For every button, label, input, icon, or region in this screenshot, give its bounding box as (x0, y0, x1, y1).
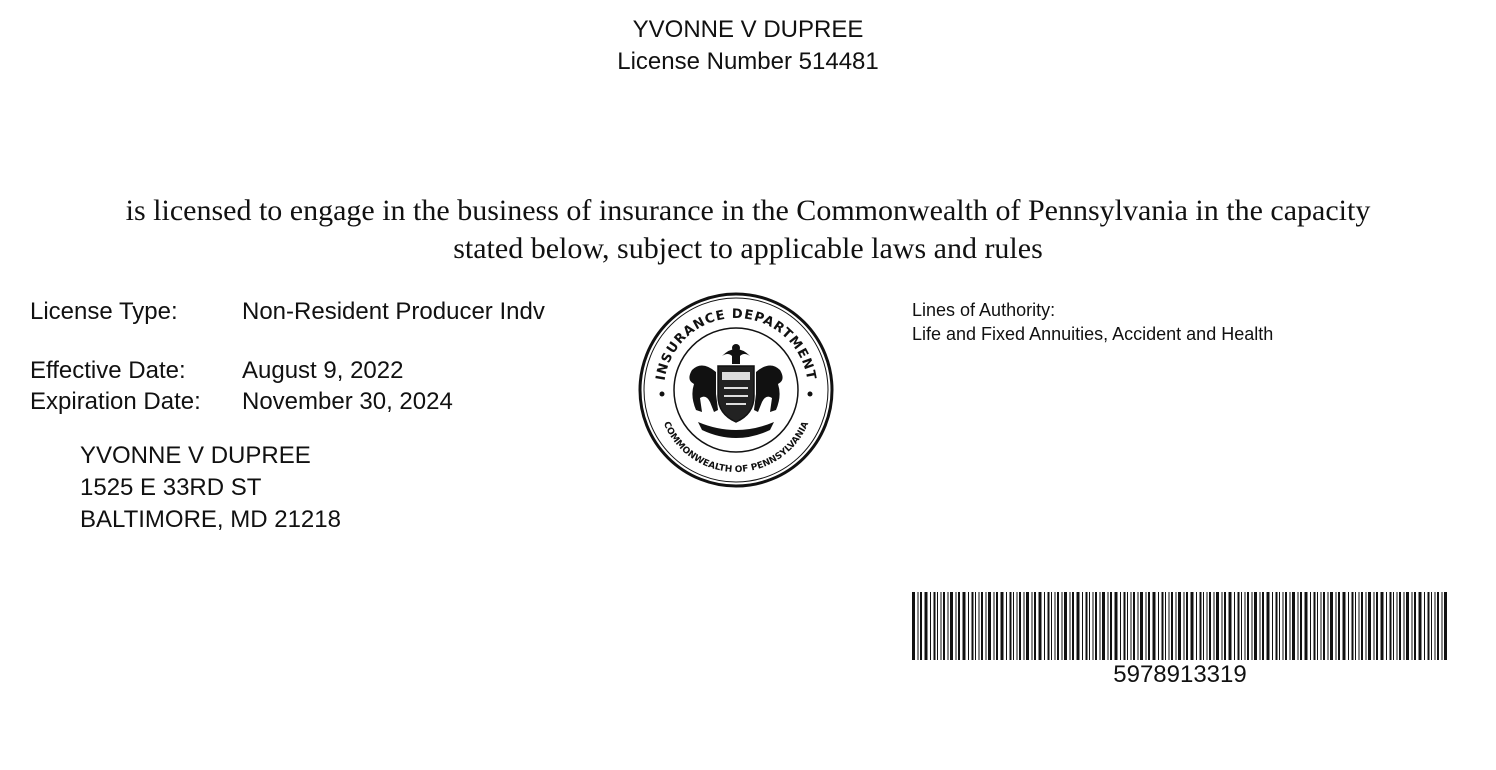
barcode-bar (1100, 592, 1101, 660)
barcode-number: 5978913319 (1113, 661, 1247, 688)
barcode-bar (1348, 592, 1349, 660)
barcode-bar (1131, 592, 1132, 660)
barcode-bar (950, 592, 953, 660)
license-type-value: Non-Resident Producer Indv (242, 298, 545, 325)
barcode-bar (979, 592, 980, 660)
barcode-bar (1283, 592, 1284, 660)
barcode-bar (1186, 592, 1188, 660)
barcode-bar (1338, 592, 1340, 660)
barcode-bar (1229, 592, 1232, 660)
lines-of-authority (912, 298, 1273, 346)
barcode-bar (996, 592, 998, 660)
barcode-bar (1013, 592, 1014, 660)
barcode-bar (1086, 592, 1088, 660)
barcode-bar (1222, 592, 1223, 660)
barcode-bar (1089, 592, 1090, 660)
barcode-bar (1001, 592, 1004, 660)
seal-top-text: INSURANCE DEPARTMENT (653, 306, 819, 382)
barcode-bar (1300, 592, 1302, 660)
license-type-label: License Type: (30, 298, 178, 325)
barcode-bar (1431, 592, 1432, 660)
barcode-bar (1162, 592, 1164, 660)
barcode-bar (972, 592, 974, 660)
statement-line-1: is licensed to engage in the business of insurance in the Commonwealth of Pennsylvania in the capacity (125, 194, 1371, 227)
barcode-bar (1366, 592, 1367, 660)
barcode-bar (1254, 592, 1257, 660)
address-street: 1525 E 33RD ST (80, 474, 262, 501)
lines-of-authority-label: Lines of Authority: (912, 300, 1056, 320)
barcode-bar (1064, 592, 1067, 660)
barcode-bar (1343, 592, 1346, 660)
barcode-bar (1374, 592, 1375, 660)
barcode-bar (1039, 592, 1042, 660)
barcode-bar (918, 592, 919, 660)
barcode-bar (941, 592, 942, 660)
barcode-bar (1203, 592, 1204, 660)
barcode-bar (1368, 592, 1371, 660)
barcode-bar (1252, 592, 1253, 660)
barcode-bar (1310, 592, 1311, 660)
barcode-bar (925, 592, 928, 660)
barcode-bar (1108, 592, 1109, 660)
barcode-bar (1399, 592, 1401, 660)
mailing-address (80, 440, 341, 536)
barcode-bar (994, 592, 995, 660)
barcode-bar (1095, 592, 1097, 660)
seal-bottom-text: COMMONWEALTH OF PENNSYLVANIA (660, 420, 812, 476)
barcode-bar (1419, 592, 1422, 660)
barcode-bar (956, 592, 957, 660)
barcode-bar (1359, 592, 1360, 660)
barcode-bar (1214, 592, 1215, 660)
barcode-bar (1006, 592, 1007, 660)
barcode-bar (1062, 592, 1063, 660)
barcode-bar (1051, 592, 1052, 660)
effective-date-value: August 9, 2022 (242, 357, 404, 384)
barcode-bar (1442, 592, 1443, 660)
barcode-bar (1148, 592, 1150, 660)
barcode-bar (1019, 592, 1021, 660)
barcode-bar (1361, 592, 1363, 660)
barcode-bar (1317, 592, 1318, 660)
barcode-bar (1336, 592, 1337, 660)
barcode-bar (1355, 592, 1356, 660)
barcode-bar (1216, 592, 1219, 660)
barcode-bar (1414, 592, 1416, 660)
barcode-bar (1262, 592, 1264, 660)
barcode-bar (1178, 592, 1181, 660)
barcode-bar (1404, 592, 1405, 660)
barcode-bar (1138, 592, 1139, 660)
barcode-bar (1140, 592, 1143, 660)
barcode-bar (1428, 592, 1430, 660)
barcode-bar (1171, 592, 1173, 660)
barcode-bar (1276, 592, 1278, 660)
expiration-date-value: November 30, 2024 (242, 388, 453, 415)
barcode-bar (1323, 592, 1325, 660)
barcode-bar (1124, 592, 1126, 660)
barcode-bar (1034, 592, 1036, 660)
barcode-bar (1102, 592, 1105, 660)
effective-date-label: Effective Date: (30, 357, 186, 384)
barcode-bar (1024, 592, 1025, 660)
barcode-bar (1070, 592, 1071, 660)
licensee-name: YVONNE V DUPREE (632, 16, 864, 43)
barcode-bar (963, 592, 966, 660)
barcode-bar (1158, 592, 1159, 660)
barcode-bar (1412, 592, 1413, 660)
barcode-bar (1245, 592, 1246, 660)
svg-text:COMMONWEALTH OF PENNSYLVANIA (661, 420, 811, 475)
barcode-bar (912, 592, 915, 660)
barcode-bar (1048, 592, 1050, 660)
barcode-bar (1120, 592, 1121, 660)
pennsylvania-seal-icon (636, 290, 836, 490)
barcode-bar (1241, 592, 1242, 660)
barcode-bar (943, 592, 945, 660)
barcode-bar (1032, 592, 1033, 660)
barcode-bar (1292, 592, 1295, 660)
barcode-bar (1200, 592, 1202, 660)
barcode-bar (930, 592, 931, 660)
barcode-bar (1110, 592, 1112, 660)
barcode-bar (1127, 592, 1128, 660)
license-statement (20, 192, 1476, 268)
barcode-bar (1305, 592, 1308, 660)
barcode-bar (937, 592, 938, 660)
barcode-bar (1044, 592, 1045, 660)
address-name: YVONNE V DUPREE (80, 442, 311, 469)
barcode-bar (1435, 592, 1436, 660)
barcode-bar (1328, 592, 1329, 660)
barcode-bar (1146, 592, 1147, 660)
barcode-bar (1165, 592, 1166, 660)
barcode-bar (1267, 592, 1270, 660)
barcode-bar (1169, 592, 1170, 660)
barcode-bar (1352, 592, 1354, 660)
barcode-bar (1093, 592, 1094, 660)
barcode-bar (1207, 592, 1208, 660)
barcode-bar (1010, 592, 1012, 660)
barcode-bar (1376, 592, 1378, 660)
barcode-icon (912, 592, 1448, 660)
barcode-bar (975, 592, 976, 660)
barcode-bar (1444, 592, 1447, 660)
barcode-bar (1260, 592, 1261, 660)
barcode-bar (1057, 592, 1059, 660)
barcode-bar (1184, 592, 1185, 660)
barcode-bar (1330, 592, 1333, 660)
barcode-bar (1224, 592, 1226, 660)
expiration-date-label: Expiration Date: (30, 388, 201, 415)
barcode-bar (1133, 592, 1135, 660)
barcode-bar (1437, 592, 1439, 660)
barcode-bar (981, 592, 983, 660)
barcode-bar (1153, 592, 1156, 660)
barcode-bar (1381, 592, 1384, 660)
barcode-bar (920, 592, 922, 660)
barcode-bar (1406, 592, 1409, 660)
barcode-bar (1424, 592, 1425, 660)
barcode-bar (1115, 592, 1118, 660)
certificate-header (0, 14, 1496, 78)
barcode-bar (1017, 592, 1018, 660)
barcode-bar (1209, 592, 1211, 660)
barcode-bar (988, 592, 991, 660)
barcode-bar (1072, 592, 1074, 660)
barcode-bar (1314, 592, 1316, 660)
barcode-bar (1321, 592, 1322, 660)
barcode-bar (1082, 592, 1083, 660)
barcode-bar (1285, 592, 1287, 660)
barcode-bar (1247, 592, 1249, 660)
barcode-bar (1298, 592, 1299, 660)
barcode-bar (1390, 592, 1392, 660)
barcode-bar (986, 592, 987, 660)
barcode-bar (968, 592, 969, 660)
barcode-bar (1196, 592, 1197, 660)
barcode-bar (1290, 592, 1291, 660)
barcode-bar (948, 592, 949, 660)
barcode-bar (1279, 592, 1280, 660)
address-city-state-zip: BALTIMORE, MD 21218 (80, 506, 341, 533)
barcode-bar (1234, 592, 1235, 660)
barcode-bar (934, 592, 936, 660)
barcode-bar (1272, 592, 1273, 660)
lines-of-authority-value: Life and Fixed Annuities, Accident and Health (912, 324, 1274, 344)
barcode-bar (1077, 592, 1080, 660)
statement-line-2: stated below, subject to applicable laws and rules (453, 232, 1043, 265)
barcode-bar (1386, 592, 1387, 660)
barcode-bar (1055, 592, 1056, 660)
barcode-bar (1393, 592, 1394, 660)
barcode-bar (1191, 592, 1194, 660)
barcode-bar (1026, 592, 1029, 660)
barcode-bar (1238, 592, 1240, 660)
barcode-bar (1397, 592, 1398, 660)
license-number: License Number 514481 (617, 48, 879, 75)
barcode-bar (1176, 592, 1177, 660)
barcode-bar (958, 592, 960, 660)
